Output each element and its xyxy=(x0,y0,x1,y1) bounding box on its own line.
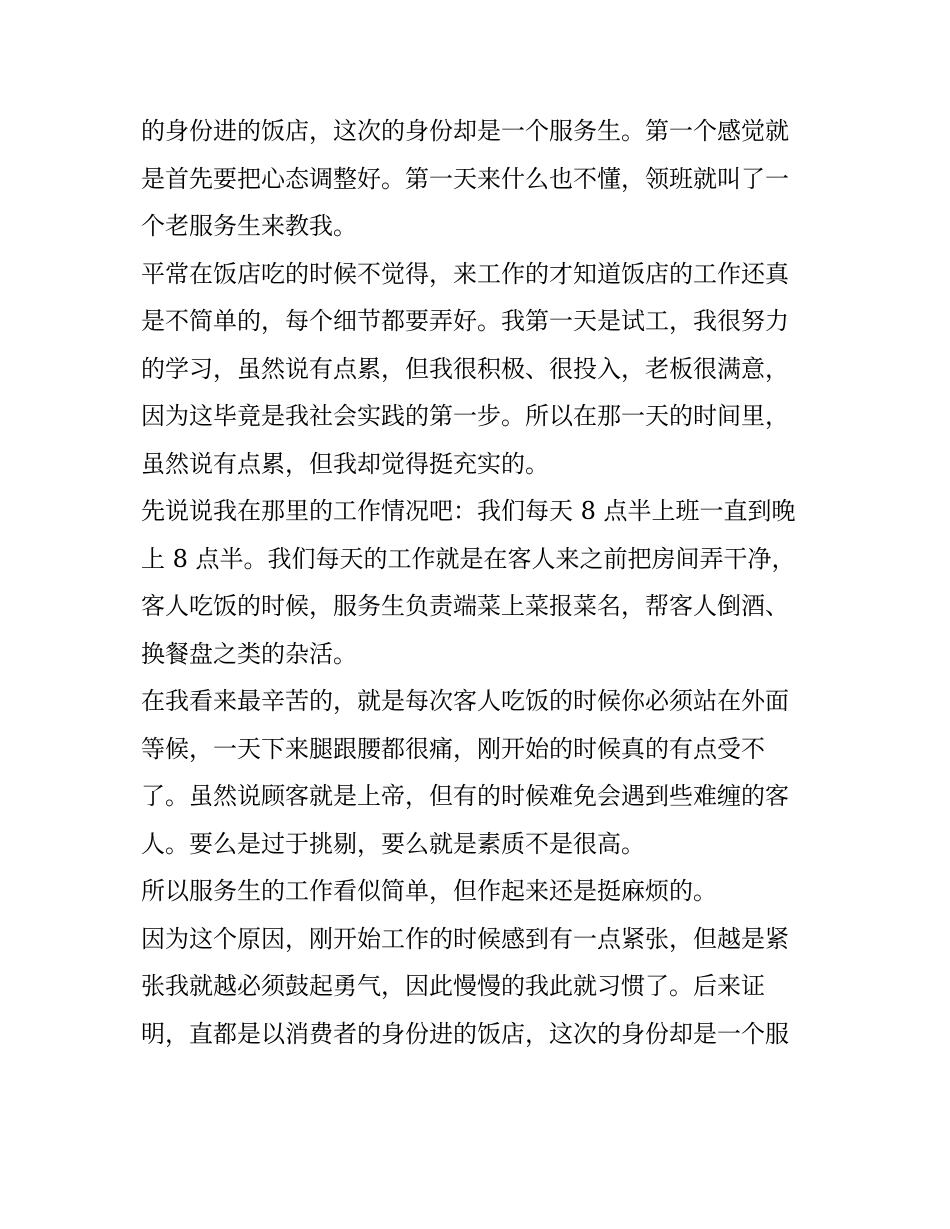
text-line: 上 8 点半。我们每天的工作就是在客人来之前把房间弄干净， xyxy=(141,544,796,573)
text-line: 所以服务生的工作看似简单，但作起来还是挺麻烦的。 xyxy=(141,877,717,905)
text-line: 人。要么是过于挑剔，要么就是素质不是很高。 xyxy=(141,829,645,858)
text-line: 因为这毕竟是我社会实践的第一步。所以在那一天的时间里， xyxy=(141,402,789,430)
text-line: 个老服务生来教我。 xyxy=(141,212,357,240)
text-line: 因为这个原因，刚开始工作的时候感到有一点紧张，但越是紧 xyxy=(141,924,789,953)
text-line: 了。虽然说顾客就是上帝，但有的时候难免会遇到些难缠的客 xyxy=(141,782,789,810)
text-line: 先说说我在那里的工作情况吧：我们每天 8 点半上班一直到晚 xyxy=(141,497,796,525)
text-line: 客人吃饭的时候，服务生负责端菜上菜报菜名，帮客人倒酒、 xyxy=(141,592,789,620)
text-line: 的身份进的饭店，这次的身份却是一个服务生。第一个感觉就 xyxy=(141,117,789,145)
text-line: 平常在饭店吃的时候不觉得，来工作的才知道饭店的工作还真 xyxy=(141,259,789,288)
text-line: 是不简单的，每个细节都要弄好。我第一天是试工，我很努力 xyxy=(141,307,789,335)
text-line: 等候，一天下来腿跟腰都很痛，刚开始的时候真的有点受不 xyxy=(141,734,765,763)
text-line: 张我就越必须鼓起勇气，因此慢慢的我此就习惯了。后来证 xyxy=(141,972,765,1000)
text-line: 的学习，虽然说有点累，但我很积极、很投入，老板很满意， xyxy=(141,354,789,383)
text-line: 在我看来最辛苦的，就是每次客人吃饭的时候你必须站在外面 xyxy=(141,687,789,715)
text-line: 明，直都是以消费者的身份进的饭店，这次的身份却是一个服 xyxy=(141,1019,789,1048)
text-line: 虽然说有点累，但我却觉得挺充实的。 xyxy=(141,449,549,478)
text-line: 是首先要把心态调整好。第一天来什么也不懂，领班就叫了一 xyxy=(141,164,789,193)
document-body xyxy=(141,108,821,1058)
text-line: 换餐盘之类的杂活。 xyxy=(141,639,357,668)
